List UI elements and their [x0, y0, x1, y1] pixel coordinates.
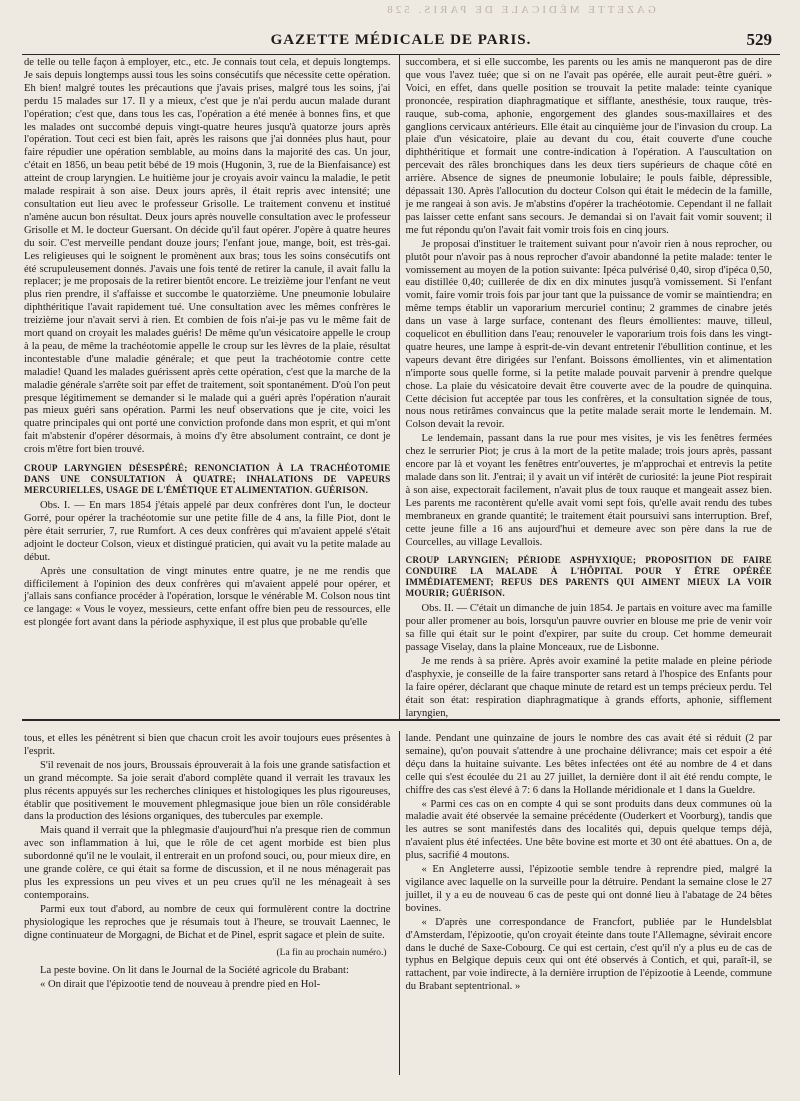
paragraph: « D'après une correspondance de Francfort, publiée par le Hundelsblat d'Amsterdam, l'épizootie, qu'on croyait éteinte dans toute l'Allemagne, sévirait encore dans le duché de Saxe-Cobourg. Ce qui est certain, c'est qu'il n'y a plus eu de cas de typhus en Belgique depuis ceux qui ont été observés à Contich, et qui, paraît-il, se rattachent, par voie indirecte, à la dernière irruption de l'épizootie à Leende, commune du Brabant septentrional. »: [405, 916, 772, 993]
paragraph: Le lendemain, passant dans la rue pour mes visites, je vis les fenêtres fermées chez le serrurier Piot; je crus à la mort de la petite malade; trois jours après, passant encore par là et voyant les fenêtres entr'ouvertes, je m'approchai et entrevis la petite malade dans son lit. J'entrai; il y avait un vif intérêt de curiosité: la jeune Piot respirait à son aise, expectorait facilement, n'avait plus de toux rauque et mangeait assez bien. Les parents me racontèrent qu'elle avait vomi sept fois, qu'elle avait rendu des tubes membraneux en grande quantité; le traitement était poursuivi sans interruption. Bref, cette jeune fille a 16 ans aujourd'hui et demeure avec son père dans la rue de Courcelles, au village Levallois.: [405, 433, 772, 548]
paragraph: Après une consultation de vingt minutes entre quatre, je ne me rendis que difficilement à l'opinion des deux confrères qui m'avaient appelé pour opérer, et j'allais sans confiance procéder à l'opération, lorsque le vénérable M. Colson nous tint ce langage: « Vous le voyez, messieurs, cette enfant offre bien peu de ressources, elle est plongée fort avant dans la période asphyxique, il est plus que probable qu'elle: [24, 565, 391, 629]
lower-right-column: [400, 731, 781, 1075]
paragraph: « En Angleterre aussi, l'épizootie semble tendre à reprendre pied, malgré la vigilance avec laquelle on la surveille pour la détruire. Pendant la semaine close le 27 juillet, il y a eu de nouveau 6 cas de peste qui ont donné lieu à l'abatage de 24 bêtes bovines.: [405, 864, 772, 914]
paragraph: Je me rends à sa prière. Après avoir examiné la petite malade en pleine période d'asphyxie, je conseille de la faire transporter sans retard à l'hospice des Enfants pour la faire opérer, déclarant que chaque minute de retard est un temps précieux perdu. Tel était son état: respiration diaphragmatique à grands efforts, aphonie, sifflement laryngien,: [405, 656, 772, 719]
section-heading: CROUP LARYNGIEN DÉSESPÉRÉ; RENONCIATION À LA TRACHÉOTOMIE DANS UNE CONSULTATION À QUATRE; INHALATIONS DE VAPEURS MERCURIELLES, USAGE DE L'ÉMÉTIQUE ET ALIMENTATION. GUÉRISON.: [24, 463, 391, 496]
paragraph: Obs. II. — C'était un dimanche de juin 1854. Je partais en voiture avec ma famille pour aller promener au bois, lorsqu'un pauvre ouvrier en blouse me prie de venir voir sa fille qui était sur le point d'expirer, par suite du croup. Cet homme demeurait passage Viselay, dans la plaine Monceaux, rue de Lisbonne.: [405, 603, 772, 654]
paragraph: lande. Pendant une quinzaine de jours le nombre des cas avait été si réduit (2 par semaine), qu'on pouvait s'attendre à une prochaine délivrance; mais cet espoir a été déçu dans la huitaine suivante. Les bêtes infectées ont été au nombre de 4 et dans celle qui s'est écoulée du 21 au 27 juillet, la dernière dont il ait été rendu compte, le chiffre des cas s'est élevé à 7: 6 dans la Hollande méridionale et 1 dans la Gueldre.: [405, 733, 772, 796]
page-header: [22, 32, 780, 55]
upper-article: [22, 55, 780, 721]
running-head: GAZETTE MÉDICALE DE PARIS.: [270, 32, 532, 48]
section-heading: CROUP LARYNGIEN; PÉRIODE ASPHYXIQUE; PROPOSITION DE FAIRE CONDUIRE LA MALADE À L'HÔPITAL POUR Y ÊTRE OPÉRÉE IMMÉDIATEMENT; REFUS DES PARENTS QUI AIMENT MIEUX LA VOIR MOURIR; GUÉRISON.: [405, 555, 772, 599]
upper-left-column: [22, 55, 400, 719]
upper-right-column: [400, 55, 781, 719]
lower-article: [22, 731, 780, 1075]
paragraph: succombera, et si elle succombe, les parents ou les amis ne manqueront pas de dire que vous l'avez tuée; que si on ne l'avait pas opérée, elle aurait peut-être guéri. » Voici, en effet, dans quelle position se trouvait la petite malade: teinte cyanique prononcée, respiration diaphragmatique et sifflante, anesthésie, toux rauque, très-rauque, sub-coma, aphonie, engorgement des glandes sous-maxillaires et des ganglions cervicaux antérieurs. Elle était au cinquième jour de l'invasion du croup. La plaie d'un vésicatoire, plaie au devant du cou, était couverte d'une couche diphthéritique et formait une contre-indication à l'opération. A l'auscultation on percevait des râles bronchiques dans les deux tiers supérieurs de chaque côté en arrière. Absence de signes de pneumonie lobulaire; le pouls faible, dépressible, dépassait 130. Après l'allocution du docteur Colson qui était le médecin de la famille, je me rangeai à son avis. Je m'abstins d'opérer la trachéotomie. Cependant il ne fallait pas laisser cette enfant sans secours. Je demandai si on l'avait fait vomir souvent; il me fut répondu qu'on l'avait fait vomir trois fois en cinq jours.: [405, 57, 772, 236]
paragraph: Obs. I. — En mars 1854 j'étais appelé par deux confrères dont l'un, le docteur Gorré, pour opérer la trachéotomie sur une petite fille de 4 ans, la fille Piot, dont le père était serrurier, 7, rue Rumfort. A ces deux confrères qui m'avaient appelé s'était adjoint le docteur Colson, vieux et distingué praticien, qui avait vu la petite malade au début.: [24, 500, 391, 563]
paragraph: Je proposai d'instituer le traitement suivant pour n'avoir rien à nous reprocher, ou plutôt pour n'avoir pas à nous reprocher d'avoir abandonné la petite malade: tenter le vomissement au moyen de la potion suivante: Ipéca pulvérisé 0,40, sirop d'ipéca 0,50, eau distillée 0,40; cuillerée de dix en dix minutes jusqu'à vomissement. Si l'enfant vomit, faire vomir trois fois par jour tant que la puissance de vomir se maintiendra; en même temps établir un vaporarium mercuriel continu; 2 grammes de cinabre jetés dans un vase à large surface, contenant des fleurs émollientes: mauve, tilleul, coquelicot en ébullition dans l'eau; renouveler le vaporarium trois fois dans les vingt-quatre heures, une lampe à esprit-de-vin devant entretenir l'ébullition continue, et les vapeurs devant être dirigées sur l'enfant. Boissons émollientes, vin et alimentation n'importe sous quelle forme, si la petite malade pouvait parvenir à prendre quelque chose. La plaie du vésicatoire devait être couverte avec de la poudre de quinquina. Cette décision fut acceptée par tous les confrères, et la consultation signée de tous, nous nous retirâmes convaincus que la petite malade serait morte le lendemain. M. Colson devait la revoir.: [405, 238, 772, 431]
paragraph: tous, et elles les pénètrent si bien que chacun croit les avoir toujours eues présentes à l'esprit.: [24, 733, 391, 757]
paragraph: Parmi eux tout d'abord, au nombre de ceux qui formulèrent contre la doctrine physiologique les reproches que je résumais tout à l'heure, se trouvait Laennec, le digne continuateur de Morgagni, de Bichat et de Pinel, esprit sagace et plein de suite.: [24, 903, 391, 941]
paragraph: de telle ou telle façon à employer, etc., etc. Je connais tout cela, et depuis longtemps. Je sais depuis longtemps aussi tous les soins consécutifs que nécessite cette opération. Eh bien! malgré toutes les précautions que j'avais prises, malgré tous les soins, j'ai perdu 15 malades sur 17. Il y a mieux, c'est que je n'ai perdu aucun malade durant l'opération; c'est que, dans tous les cas, l'opération a été menée à bonnes fins, et que les malades ont succombé depuis vingt-quatre heures jusqu'à quatorze jours après l'opération. Tout ceci est bien fait, après les raisons que j'ai données plus haut, pour faire répudier une opération semblable, au moins dans la majorité des cas. Un jour, c'était en 1856, un beau petit bébé de 19 mois (Hugonin, 3, rue de la Bienfaisance) est atteint de croup laryngien. Le huitième jour je croyais avoir vaincu la maladie, le petit malade respirait à son aise. Deux jours après, il était repris avec intensité; une consultation eut lieu avec le professeur Grisolle. Le traitement convenu et institué n'amène aucun bon résultat. Deux jours après nouvelle consultation avec le professeur Grisolle et M. le docteur Guersant. On décide qu'il faut opérer. J'opère à quatre heures du soir. C'est merveille pendant douze jours; l'enfant joue, mange, boit, est très-gai. Les religieuses qui le soignent le promènent aux bras; tous les soins consécutifs ont été scrupuleusement donnés. J'avais une fois tenté de retirer la canule, il avait fallu la replacer; je me proposais de la retirer bientôt encore. Le treizième jour l'enfant ne veut plus rien prendre, il s'affaisse et succombe le quatorzième. Une pneumonie lobulaire diphthéritique l'avait rapidement tué. Une consultation avec les mêmes confrères le treizième jour n'avait servi à rien. Et combien de fois n'ai-je pas vu le même fait de mort quand on croyait les malades guéris! De même qu'un vésicatoire appelle le croup à la peau, de même la trachéotomie appelle le croup sur les lèvres de la plaie, résultat incontestable d'une maladie générale; et que peut la trachéotomie contre cette maladie! Quand les malades guérissent après cette opération, c'est que la marche de la maladie générale s'arrête soit par effet de traitement, soit spontanément. D'où l'on peut presque légitimement se demander si le malade qui a guéri après l'opération n'aurait pas mieux guéri sans opération. Parmi les neuf observations que je cite, voici les quatre principales qui ont porté une conviction profonde dans mon esprit, et qui m'ont fait m'abstenir d'opérer désormais, à moins d'y être absolument contraint, ce dont je crois m'être fort bien trouvé.: [24, 57, 391, 456]
paragraph: « On dirait que l'épizootie tend de nouveau à prendre pied en Hol-: [40, 979, 321, 991]
paragraph: « Parmi ces cas on en compte 4 qui se sont produits dans deux communes où la maladie avait été observée la semaine précédente (Ouderkert et Voorburg), tandis que les autres se sont manifestés dans des localités qui, depuis quelque temps déjà, n'avaient plus été infectées. Une bête bovine est morte et 30 ont été abattues. On a, de plus, sacrifié 4 moutons.: [405, 798, 772, 862]
paragraph: La peste bovine. On lit dans le Journal de la Société agricole du Brabant:: [40, 965, 349, 977]
paragraph: Mais quand il verrait que la phlegmasie d'aujourd'hui n'a presque rien de commun avec son inflammation à lui, que le rôle de cet agent morbide est bien plus subordonné qu'il ne le voulait, il entrerait en un profond souci, ou, pour mieux dire, en une grande colère, ce qui était sa forme de discussion, et il ne nous ménagerait pas plus les expressions un peu vives et un peu crues qu'il ne les ménageait à ses contemporains.: [24, 825, 391, 901]
bleed-through-text: GAZETTE MÉDICALE DE PARIS. 528: [384, 4, 656, 16]
page-number: 529: [746, 30, 772, 49]
continuation-note: (La fin au prochain numéro.): [276, 947, 387, 958]
paragraph: S'il revenait de nos jours, Broussais éprouverait à la fois une grande satisfaction et un grand mécompte. Sa joie serait d'abord complète quand il verrait les travaux les plus récents appuyés sur les recherches cliniques et histologiques les plus rigoureuses, établir que positivement le mouvement phlegmasique joue bien un rôle considérable dans la production des lésions organiques, des tubercules par exemple.: [24, 759, 391, 823]
lower-left-column: [22, 731, 400, 1075]
